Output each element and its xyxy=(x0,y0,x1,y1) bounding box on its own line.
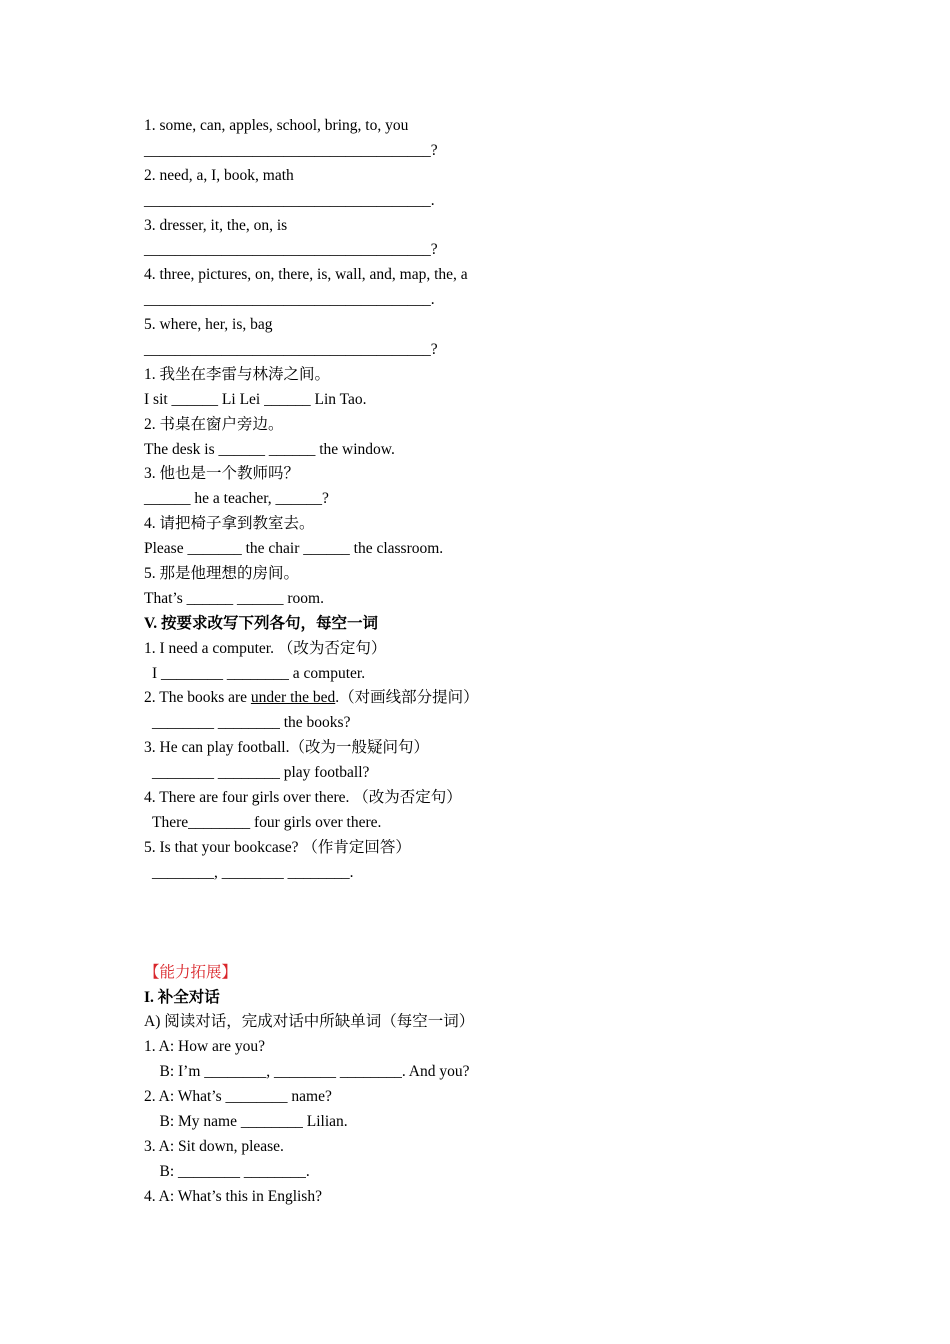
spacer xyxy=(144,886,864,961)
worksheet-page xyxy=(144,114,864,1210)
dialogue-line[interactable]: B: I’m ________, ________ ________. And you? xyxy=(144,1063,470,1081)
answer-blank-5[interactable]: _____________________________________? xyxy=(144,341,438,359)
chinese-sentence-3: 3. 他也是一个教师吗？ xyxy=(144,465,300,483)
reorder-words-2: 2. need, a, I, book, math xyxy=(144,166,294,184)
dialogue-title: I. 补全对话 xyxy=(144,988,220,1006)
question-text: 2. The books are xyxy=(144,689,251,707)
dialogue-line: 4. A: What’s this in English? xyxy=(144,1187,322,1205)
chinese-sentence-4: 4. 请把椅子拿到教室去。 xyxy=(144,515,315,533)
underlined-phrase: under the bed xyxy=(250,689,336,707)
dialogue-line: 1. A: How are you? xyxy=(144,1038,265,1056)
chinese-sentence-1: 1. 我坐在李雷与林涛之间。 xyxy=(144,365,331,383)
english-fill-2[interactable]: The desk is ______ ______ the window. xyxy=(144,440,395,458)
reorder-words-5: 5. where, her, is, bag xyxy=(144,316,273,334)
dialogue-line[interactable]: B: My name ________ Lilian. xyxy=(144,1112,348,1130)
rewrite-answer-1[interactable]: I ________ ________ a computer. xyxy=(152,664,366,682)
rewrite-question-4: 4. There are four girls over there. （改为否定句） xyxy=(144,789,462,807)
translate-section xyxy=(144,363,864,612)
answer-blank-1[interactable]: _____________________________________? xyxy=(144,141,438,159)
english-fill-4[interactable]: Please _______ the chair ______ the classroom. xyxy=(144,540,444,558)
dialogue-line[interactable]: B: ________ ________. xyxy=(144,1162,310,1180)
question-text: .（对画线部分提问） xyxy=(335,689,479,707)
english-fill-1[interactable]: I sit ______ Li Lei ______ Lin Tao. xyxy=(144,390,367,408)
section-title: V. 按要求改写下列各句，每空一词 xyxy=(144,614,378,632)
dialogue-line[interactable]: 2. A: What’s ________ name? xyxy=(144,1088,332,1106)
rewrite-question-3: 3. He can play football.（改为一般疑问句） xyxy=(144,739,429,757)
reorder-section xyxy=(144,114,864,363)
rewrite-question-1: 1. I need a computer. （改为否定句） xyxy=(144,639,387,657)
english-fill-5[interactable]: That’s ______ ______ room. xyxy=(144,589,324,607)
rewrite-section xyxy=(144,612,864,886)
extension-header: 【能力拓展】 xyxy=(144,963,238,981)
chinese-sentence-5: 5. 那是他理想的房间。 xyxy=(144,565,300,583)
rewrite-answer-2[interactable]: ________ ________ the books? xyxy=(152,714,351,732)
answer-blank-3[interactable]: _____________________________________? xyxy=(144,241,438,259)
rewrite-answer-3[interactable]: ________ ________ play football? xyxy=(152,764,370,782)
dialogue-instruction: A) 阅读对话，完成对话中所缺单词（每空一词） xyxy=(144,1013,475,1031)
answer-blank-4[interactable]: _____________________________________. xyxy=(144,291,435,309)
answer-blank-2[interactable]: _____________________________________. xyxy=(144,191,435,209)
rewrite-answer-5[interactable]: ________, ________ ________. xyxy=(152,863,354,881)
reorder-words-4: 4. three, pictures, on, there, is, wall, and, map, the, a xyxy=(144,266,468,284)
chinese-sentence-2: 2. 书桌在窗户旁边。 xyxy=(144,415,284,433)
rewrite-answer-4[interactable]: There________ four girls over there. xyxy=(152,813,382,831)
reorder-words-1: 1. some, can, apples, school, bring, to, you xyxy=(144,117,409,134)
extension-section xyxy=(144,961,864,1210)
rewrite-question-2 xyxy=(144,686,864,711)
rewrite-question-5: 5. Is that your bookcase? （作肯定回答） xyxy=(144,838,411,856)
dialogue-line: 3. A: Sit down, please. xyxy=(144,1137,284,1155)
english-fill-3[interactable]: ______ he a teacher, ______? xyxy=(144,490,329,508)
reorder-words-3: 3. dresser, it, the, on, is xyxy=(144,216,288,234)
